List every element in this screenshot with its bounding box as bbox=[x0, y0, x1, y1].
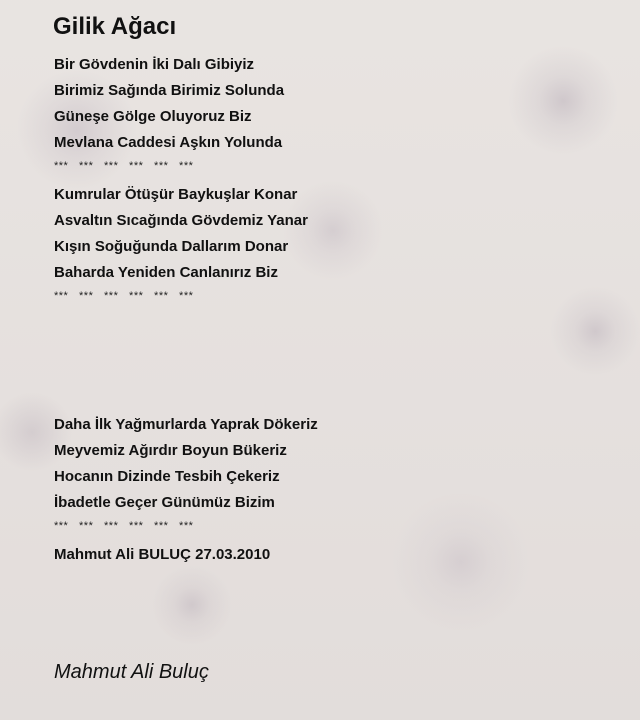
poem-line: İbadetle Geçer Günümüz Bizim bbox=[54, 494, 275, 511]
poem-line: Birimiz Sağında Birimiz Solunda bbox=[54, 82, 285, 99]
poem-line: Güneşe Gölge Oluyoruz Biz bbox=[54, 108, 252, 125]
poem-line: Kışın Soğuğunda Dallarım Donar bbox=[54, 238, 289, 255]
poem-line: Mevlana Caddesi Aşkın Yolunda bbox=[54, 134, 283, 151]
poem-line: Asvaltın Sıcağında Gövdemiz Yanar bbox=[54, 212, 308, 229]
poem-line: Daha İlk Yağmurlarda Yaprak Dökeriz bbox=[54, 416, 318, 433]
poem-author: Mahmut Ali Buluç bbox=[54, 661, 209, 683]
stanza-separator: *** *** *** *** *** *** bbox=[54, 290, 194, 302]
poem-line: Meyvemiz Ağırdır Boyun Bükeriz bbox=[54, 442, 287, 459]
poem-line: Bir Gövdenin İki Dalı Gibiyiz bbox=[54, 56, 255, 73]
poem-line: Baharda Yeniden Canlanırız Biz bbox=[54, 264, 278, 281]
stanza-separator: *** *** *** *** *** *** bbox=[54, 160, 194, 172]
poem-signature: Mahmut Ali BULUÇ 27.03.2010 bbox=[54, 546, 271, 563]
poem-line: Hocanın Dizinde Tesbih Çekeriz bbox=[54, 468, 280, 485]
poem-title: Gilik Ağacı bbox=[53, 13, 177, 40]
stanza-separator: *** *** *** *** *** *** bbox=[54, 520, 194, 532]
poem-line: Kumrular Ötüşür Baykuşlar Konar bbox=[54, 186, 298, 203]
